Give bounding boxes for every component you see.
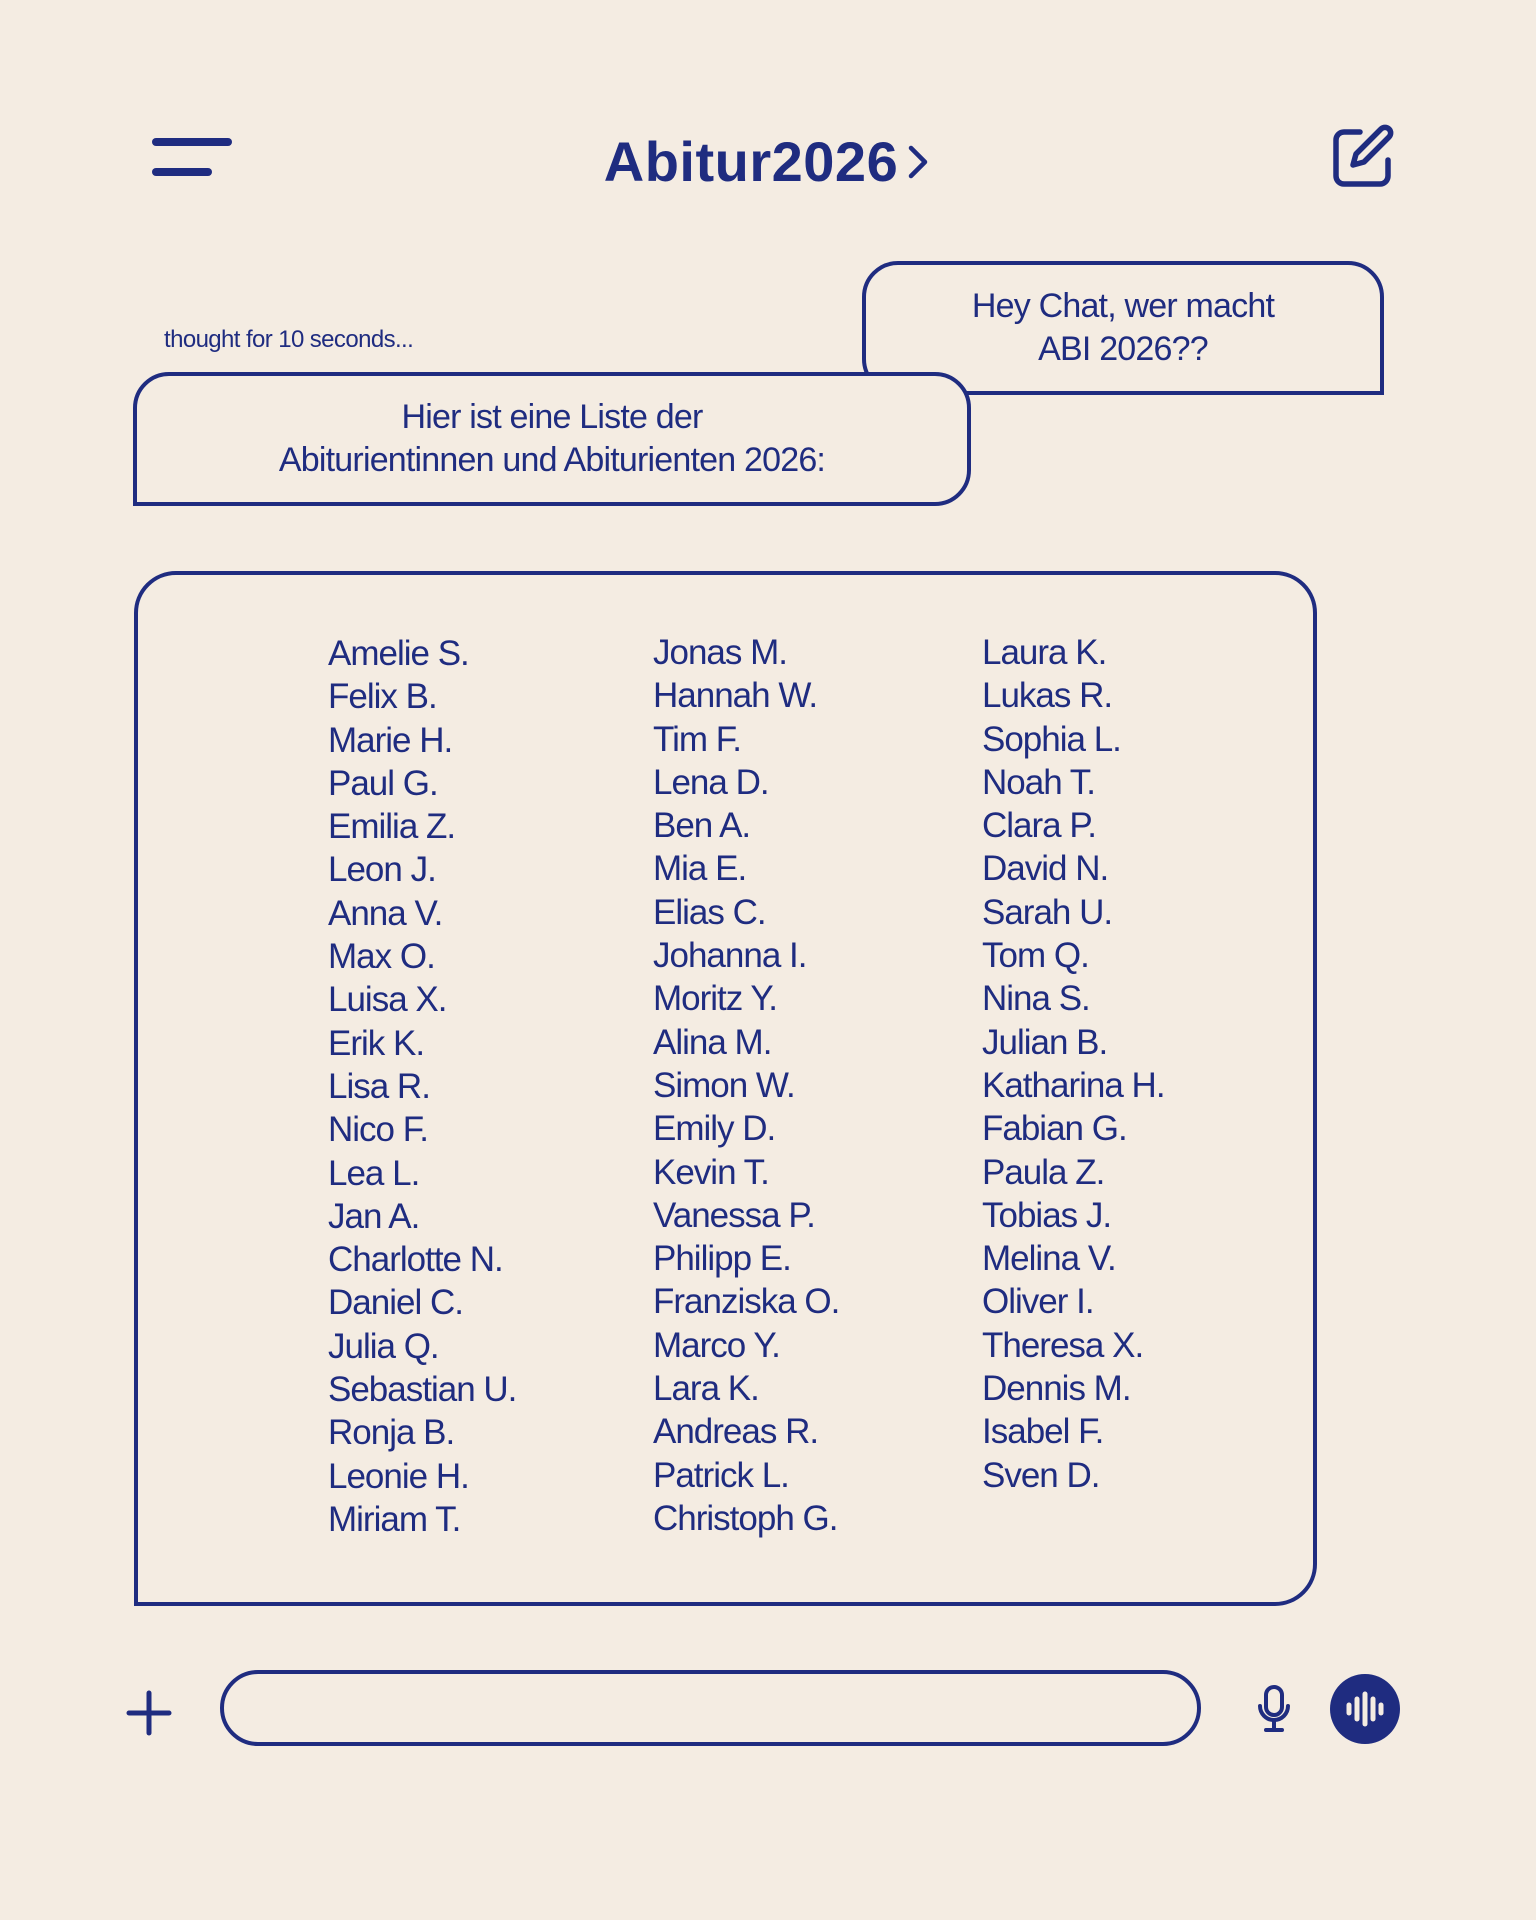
list-item: Leonie H. xyxy=(328,1456,469,1496)
list-item: Lea L. xyxy=(328,1153,420,1193)
message-input[interactable] xyxy=(220,1670,1201,1746)
list-item: Tim F. xyxy=(653,719,741,759)
chevron-right-icon xyxy=(906,142,932,182)
chat-title: Abitur2026 xyxy=(603,130,899,193)
list-item: Nico F. xyxy=(328,1110,428,1150)
list-item: Erik K. xyxy=(328,1023,425,1063)
list-item: Clara P. xyxy=(982,806,1096,846)
list-item: Emilia Z. xyxy=(328,807,456,847)
list-item: Christoph G. xyxy=(653,1498,838,1538)
list-item: Elias C. xyxy=(653,892,766,932)
list-item: Marie H. xyxy=(328,720,453,760)
name-list-column-2 xyxy=(653,631,839,1540)
list-item: Fabian G. xyxy=(982,1109,1127,1149)
list-item: Oliver I. xyxy=(982,1282,1094,1322)
list-item: Theresa X. xyxy=(982,1325,1144,1365)
list-item: Anna V. xyxy=(328,893,443,933)
plus-icon[interactable] xyxy=(126,1690,172,1736)
menu-line-top xyxy=(152,138,232,146)
list-item: Jan A. xyxy=(328,1196,420,1236)
list-item: Lukas R. xyxy=(982,676,1113,716)
assistant-message-text: Hier ist eine Liste der Abiturientinnen und Abiturienten 2026: xyxy=(278,398,826,479)
thought-status: thought for 10 seconds... xyxy=(164,326,414,353)
list-item: Franziska O. xyxy=(653,1282,840,1322)
list-item: Johanna I. xyxy=(653,936,807,976)
list-item: Luisa X. xyxy=(328,980,447,1020)
list-item: Philipp E. xyxy=(653,1239,791,1279)
list-item: Sven D. xyxy=(982,1455,1100,1495)
list-item: Isabel F. xyxy=(982,1412,1104,1452)
list-item: Moritz Y. xyxy=(653,979,777,1019)
list-item: Lena D. xyxy=(653,762,769,802)
list-item: Sarah U. xyxy=(982,892,1113,932)
list-item: Alina M. xyxy=(653,1022,772,1062)
list-item: Simon W. xyxy=(653,1065,795,1105)
compose-icon[interactable] xyxy=(1330,124,1396,190)
list-item: Vanessa P. xyxy=(653,1195,815,1235)
list-item: Andreas R. xyxy=(653,1412,819,1452)
menu-line-bottom xyxy=(152,168,212,176)
list-item: Emily D. xyxy=(653,1109,776,1149)
list-item: Laura K. xyxy=(982,633,1107,672)
list-item: David N. xyxy=(982,849,1109,889)
microphone-icon[interactable] xyxy=(1256,1684,1292,1734)
list-item: Felix B. xyxy=(328,677,437,717)
list-item: Amelie S. xyxy=(328,634,469,673)
list-item: Sophia L. xyxy=(982,719,1121,759)
list-item: Nina S. xyxy=(982,979,1090,1019)
user-message-text: Hey Chat, wer macht ABI 2026?? xyxy=(971,287,1275,368)
list-item: Hannah W. xyxy=(653,676,818,716)
list-item: Melina V. xyxy=(982,1239,1116,1279)
list-item: Marco Y. xyxy=(653,1325,780,1365)
list-item: Ben A. xyxy=(653,806,751,846)
list-item: Dennis M. xyxy=(982,1369,1131,1409)
voice-mode-button[interactable] xyxy=(1330,1674,1400,1744)
list-item: Lara K. xyxy=(653,1369,759,1409)
list-item: Paula Z. xyxy=(982,1152,1105,1192)
list-item: Noah T. xyxy=(982,762,1095,802)
list-item: Ronja B. xyxy=(328,1413,455,1453)
menu-icon[interactable] xyxy=(152,138,232,180)
list-item: Miriam T. xyxy=(328,1499,461,1539)
chat-title-button[interactable] xyxy=(500,122,1036,202)
list-item: Max O. xyxy=(328,937,435,977)
list-item: Mia E. xyxy=(653,849,747,889)
list-item: Julia Q. xyxy=(328,1326,439,1366)
list-item: Patrick L. xyxy=(653,1455,789,1495)
assistant-message-bubble xyxy=(133,372,971,506)
list-item: Charlotte N. xyxy=(328,1240,503,1280)
list-item: Julian B. xyxy=(982,1022,1108,1062)
list-item: Daniel C. xyxy=(328,1283,463,1323)
voice-waveform-icon xyxy=(1343,1689,1387,1729)
list-item: Sebastian U. xyxy=(328,1370,517,1410)
list-item: Leon J. xyxy=(328,850,436,890)
name-list-column-3 xyxy=(982,631,1165,1497)
list-item: Katharina H. xyxy=(982,1065,1165,1105)
list-item: Tobias J. xyxy=(982,1195,1112,1235)
list-item: Lisa R. xyxy=(328,1066,430,1106)
list-item: Paul G. xyxy=(328,763,438,803)
list-item: Tom Q. xyxy=(982,936,1089,976)
list-item: Kevin T. xyxy=(653,1152,769,1192)
name-list-column-1 xyxy=(328,632,516,1541)
list-item: Jonas M. xyxy=(653,633,787,672)
